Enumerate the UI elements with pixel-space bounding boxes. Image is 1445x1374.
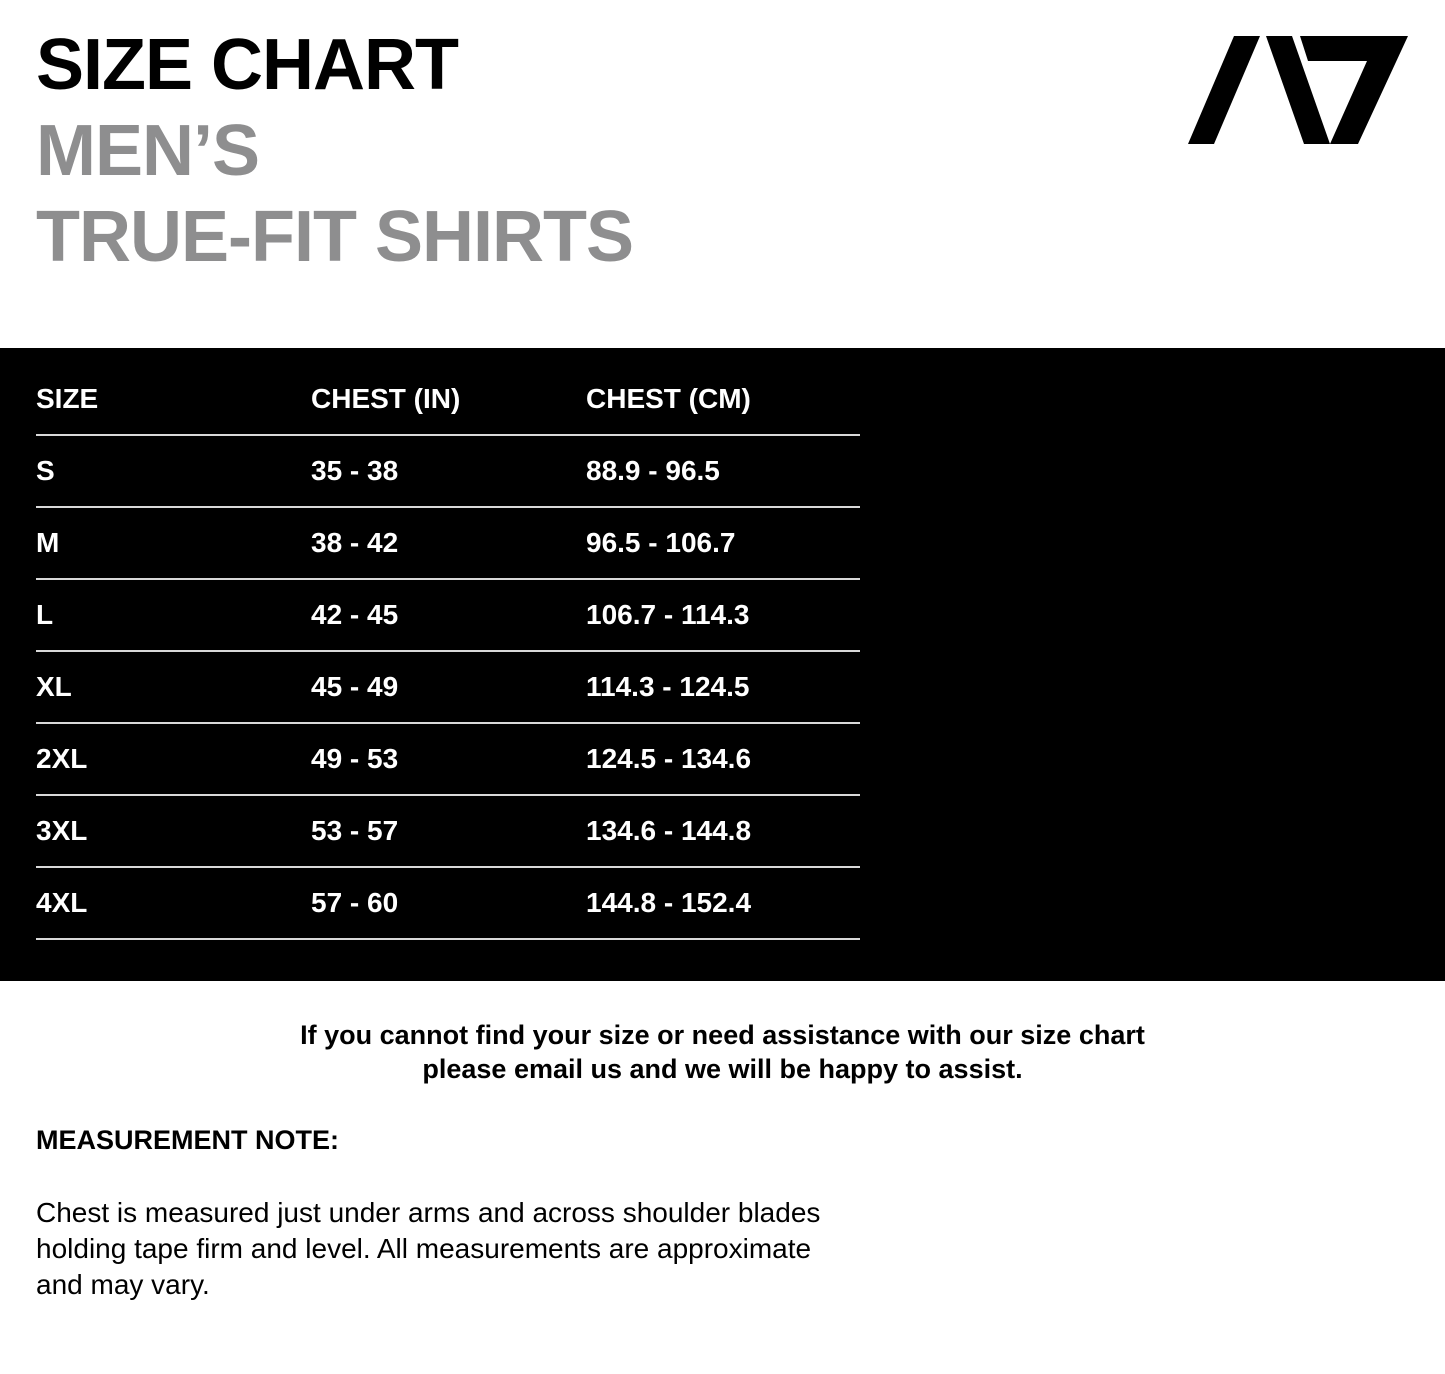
- measurement-note-heading: MEASUREMENT NOTE:: [36, 1125, 339, 1155]
- page-subtitle-product: TRUE-FIT SHIRTS: [36, 197, 633, 277]
- assistance-message: [0, 1018, 1445, 1086]
- table-row: [36, 508, 860, 580]
- table-row: [36, 868, 860, 940]
- table-row: [36, 436, 860, 508]
- chest-cm-cell: 134.6 - 144.8: [586, 815, 752, 846]
- size-cell: M: [36, 527, 60, 558]
- measurement-note-line-3: and may vary.: [36, 1269, 210, 1300]
- size-table-panel: [0, 348, 1445, 981]
- chest-in-cell: 57 - 60: [311, 887, 399, 918]
- title-block: [36, 22, 633, 280]
- measurement-note-line-2: holding tape firm and level. All measurements are approximate: [36, 1233, 812, 1264]
- chest-in-cell: 38 - 42: [311, 527, 399, 558]
- assistance-line-1: If you cannot find your size or need assistance with our size chart: [300, 1020, 1145, 1050]
- table-row: [36, 724, 860, 796]
- header-size: SIZE: [36, 382, 99, 414]
- chest-in-cell: 45 - 49: [311, 671, 399, 702]
- chest-cm-cell: 106.7 - 114.3: [586, 599, 750, 630]
- chest-in-cell: 53 - 57: [311, 815, 399, 846]
- chest-in-cell: 49 - 53: [311, 743, 399, 774]
- logo-slash-left: [1188, 36, 1260, 144]
- size-cell: 2XL: [36, 743, 88, 774]
- page-title: SIZE CHART: [36, 25, 458, 105]
- chest-cm-cell: 124.5 - 134.6: [586, 743, 752, 774]
- page-subtitle-category: MEN’S: [36, 111, 260, 191]
- chest-in-cell: 42 - 45: [311, 599, 399, 630]
- table-row: [36, 580, 860, 652]
- chest-cm-cell: 88.9 - 96.5: [586, 455, 720, 486]
- size-cell: 3XL: [36, 815, 88, 846]
- measurement-note-line-1: Chest is measured just under arms and across shoulder blades: [36, 1197, 821, 1228]
- header-chest-in: CHEST (IN): [311, 382, 461, 414]
- chest-cm-cell: 96.5 - 106.7: [586, 527, 736, 558]
- size-cell: S: [36, 455, 55, 486]
- a7-logo-icon: [1188, 34, 1410, 146]
- size-table: [36, 363, 860, 940]
- size-cell: L: [36, 599, 54, 630]
- assistance-line-2: please email us and we will be happy to assist.: [422, 1054, 1023, 1084]
- measurement-note-body: [36, 1195, 820, 1303]
- size-cell: 4XL: [36, 887, 88, 918]
- chest-in-cell: 35 - 38: [311, 455, 399, 486]
- size-cell: XL: [36, 671, 72, 702]
- chest-cm-cell: 114.3 - 124.5: [586, 671, 750, 702]
- chest-cm-cell: 144.8 - 152.4: [586, 887, 752, 918]
- table-row: [36, 652, 860, 724]
- header-chest-cm: CHEST (CM): [586, 382, 751, 414]
- table-header-row: [36, 363, 860, 436]
- table-row: [36, 796, 860, 868]
